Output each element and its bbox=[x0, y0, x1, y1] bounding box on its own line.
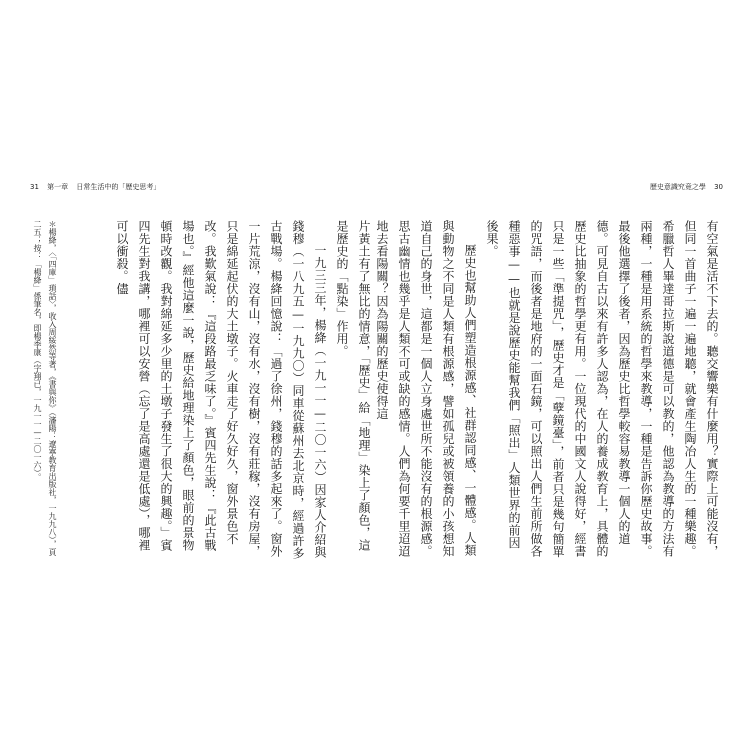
left-body-text bbox=[64, 220, 375, 560]
right-running-header bbox=[378, 180, 723, 194]
right-body-text bbox=[375, 220, 723, 560]
left-paragraph-1: 片黃土有了無比的情意，「歷史」給「地理」染上了顏色，這是歷史的「點染」作用。 bbox=[335, 220, 371, 552]
right-page bbox=[375, 180, 723, 570]
right-paragraph-1: 有空氣是活不下去的。聽交響樂有什麼用？實際上可能沒有，但同一首曲子一遍一遍地聽，就會產生陶冶人生的一種樂趣。希臘哲人畢達哥拉斯說道德是可以教的，他認為教導的方法有兩種，一種是用系統的哲學來教導，一種是告訴你歷史故事。最後他選擇了後者，因為歷史比哲學較容易教導一個人的道德。可見自古以來有許多人認為，在人的養成教育上，具體的歷史比抽象的哲學更有用。一位現代的中國文人說得好，經書只是一些「準提咒」，歷史才是「孽鏡臺」，前者只是幾句簡單的咒語，而後者是地府的一面石鏡，可以照出人們生前所做各種惡事——也就是說歷史能幫我們「照出」人類世界的前因後果。 bbox=[485, 220, 719, 558]
left-page bbox=[30, 180, 375, 570]
left-paragraph-2: 一九三三年，楊絳（一九一一—二〇一六）因家人介紹與錢穆（一八九五—一九九〇）同車從蘇州去北京時，經過許多古戰場。楊絳回憶說：「過了徐州，錢穆的話多起來了。窗外一片荒涼，沒有山，沒有水，沒有樹，沒有莊稼，沒有房屋，只是綿延起伏的大土墩子。火車走了好久好久，窗外景色不改。我歎氣說：『這段路最乏味了。』賓四先生說：『此古戰場也。』經他這麼一說，歷史給地理染上了顏色，眼前的景物頓時改觀。我對綿延多少里的土墩子發生了很大的興趣。」賓四先生對我講，哪裡可以安營（忘了是高處還是低處），哪裡可以衝殺。儘 bbox=[115, 220, 327, 560]
left-page-number: 31 bbox=[30, 183, 39, 191]
right-header-title: 歷史意識究竟之學 bbox=[649, 183, 706, 191]
right-paragraph-2: 歷史也幫助人們塑造根源感、社群認同感、一體感。人類與動物之不同是人類有根源感，譬如孤兒或被領養的小孩想知道自己的身世，這都是一個人立身處世所不能沒有的根源感。思古幽情也幾乎是人類不可或缺的感情。人們為何要千里迢迢地去看陽關？因為陽關的歷史使得這 bbox=[375, 220, 477, 558]
left-chapter-label: 第一章 bbox=[47, 183, 69, 191]
left-header-title: 日常生活中的「歷史思考」 bbox=[76, 183, 161, 191]
left-footnote: ＊楊絳，〈「四庫」瑣話〉，收入周綏然等著，《書與你》（瀋陽：遼寧教育出版社，一九九八），頁二五；按：「楊絳」係筆名，即楊季康（字翔已，一九一一—二〇一六）。 bbox=[33, 220, 57, 556]
right-page-number: 30 bbox=[714, 183, 723, 191]
left-running-header bbox=[30, 180, 375, 194]
